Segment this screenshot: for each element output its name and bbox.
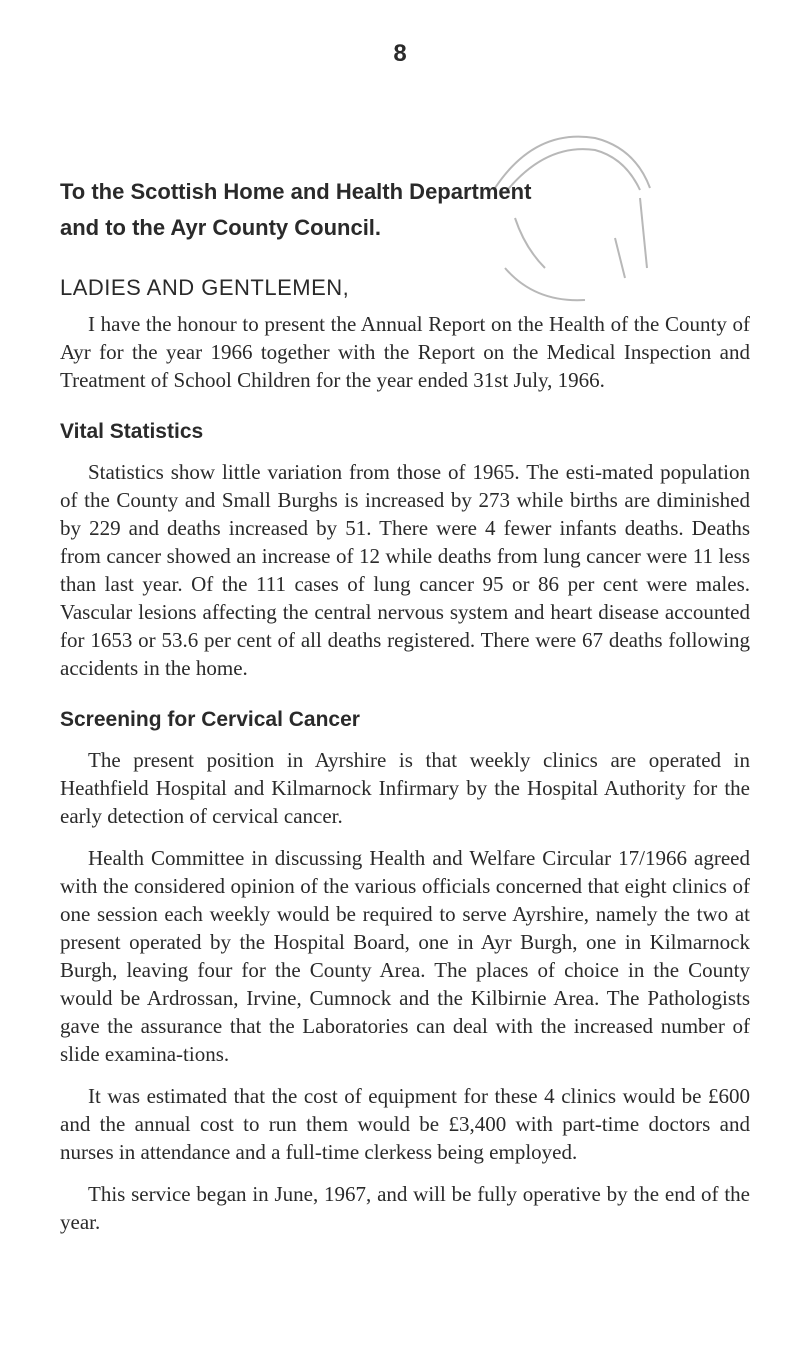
section-heading-vital-statistics: Vital Statistics xyxy=(60,420,204,443)
page-number: 8 xyxy=(393,40,407,67)
salutation: LADIES AND GENTLEMEN, xyxy=(60,275,350,300)
addressee-line-2: and to the Ayr County Council. xyxy=(60,215,382,240)
cervical-paragraph-3: It was estimated that the cost of equipment for these 4 clinics would be £600 and the annual cost to run them would be £3,400 with part-time doctors and nurses in attendance and a full-time clerkess being employed. xyxy=(60,1084,750,1164)
cervical-paragraph-4: This service began in June, 1967, and will be fully operative by the end of the year. xyxy=(60,1182,750,1234)
cervical-paragraph-1: The present position in Ayrshire is that weekly clinics are operated in Heathfield Hospital and Kilmarnock Infirmary by the Hospital Authority for the early detection of cervical cancer. xyxy=(60,748,750,828)
vital-statistics-paragraph: Statistics show little variation from those of 1965. The esti-mated population of the County and Small Burghs is increased by 273 while births are diminished by 229 and deaths increased by 51. There were 4 fewer infants deaths. Deaths from cancer showed an increase of 12 while deaths from lung cancer were 11 less than last year. Of the 111 cases of lung cancer 95 or 86 per cent were males. Vascular lesions affecting the central nervous system and heart disease accounted for 1653 or 53.6 per cent of all deaths registered. There were 67 deaths following accidents in the home. xyxy=(60,460,750,680)
addressee-line-1: To the Scottish Home and Health Department xyxy=(60,179,532,204)
intro-paragraph: I have the honour to present the Annual Report on the Health of the County of Ayr for the year 1966 together with the Report on the Medical Inspection and Treatment of School Children for the year ended 31st July, 1966. xyxy=(60,312,750,392)
addressee xyxy=(60,174,531,246)
cervical-paragraph-2: Health Committee in discussing Health and Welfare Circular 17/1966 agreed with the considered opinion of the various officials concerned that eight clinics of one session each weekly would be required to serve Ayrshire, namely the two at present operated by the Hospital Board, one in Ayr Burgh, one in Kilmarnock Burgh, leaving four for the County Area. The places of choice in the County would be Ardrossan, Irvine, Cumnock and the Kilbirnie Area. The Pathologists gave the assurance that the Laboratories can deal with the increased number of slide examina-tions. xyxy=(60,846,750,1066)
report-body xyxy=(60,310,750,1250)
section-heading-cervical-cancer: Screening for Cervical Cancer xyxy=(60,708,360,731)
